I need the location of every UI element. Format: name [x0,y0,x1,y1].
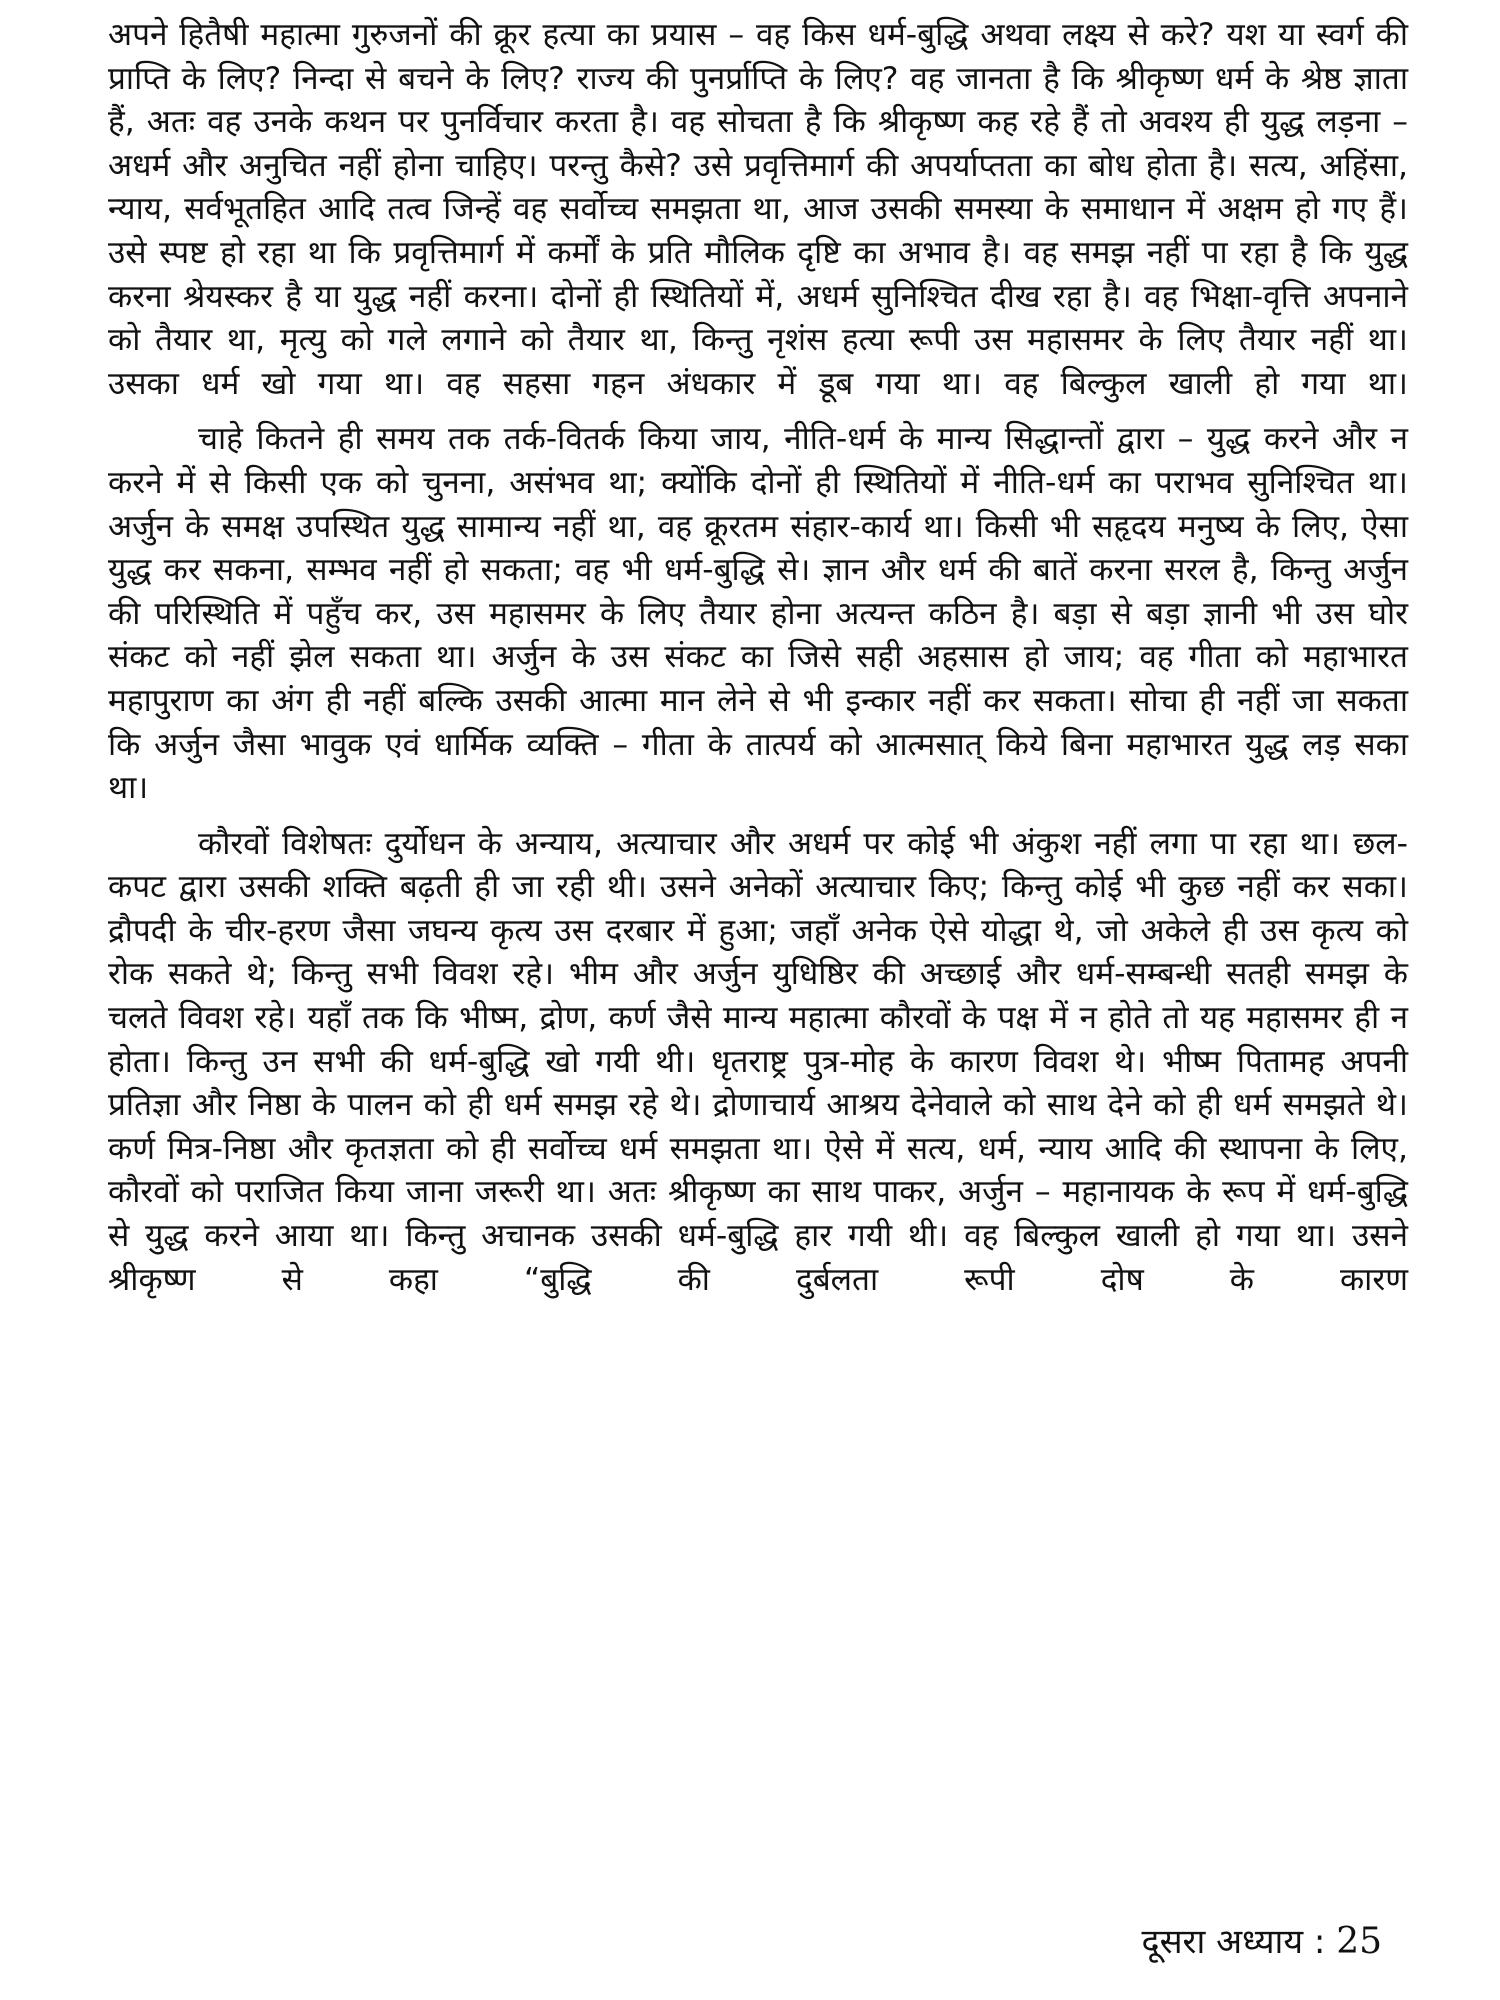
paragraph-3: कौरवों विशेषतः दुर्योधन के अन्याय, अत्याचार और अधर्म पर कोई भी अंकुश नहीं लगा पा रहा था। छल-कपट द्वारा उसकी शक्ति बढ़ती ही जा रही थी। उसने अनेकों अत्याचार किए; किन्तु कोई भी कुछ नहीं कर सका। द्रौपदी के चीर-हरण जैसा जघन्य कृत्य उस दरबार में हुआ; जहाँ अनेक ऐसे योद्धा थे, जो अकेले ही उस कृत्य को रोक सकते थे; किन्तु सभी विवश रहे। भीम और अर्जुन युधिष्ठिर की अच्छाई और धर्म-सम्बन्धी सतही समझ के चलते विवश रहे। यहाँ तक कि भीष्म, द्रोण, कर्ण जैसे मान्य महात्मा कौरवों के पक्ष में न होते तो यह महासमर ही न होता। किन्तु उन सभी की धर्म-बुद्धि खो गयी थी। धृतराष्ट्र पुत्र-मोह के कारण विवश थे। भीष्म पितामह अपनी प्रतिज्ञा और निष्ठा के पालन को ही धर्म समझ रहे थे। द्रोणाचार्य आश्रय देनेवाले को साथ देने को ही धर्म समझते थे। कर्ण मित्र-निष्ठा और कृतज्ञता को ही सर्वोच्च धर्म समझता था। ऐसे में सत्य, धर्म, न्याय आदि की स्थापना के लिए, कौरवों को पराजित किया जाना जरूरी था। अतः श्रीकृष्ण का साथ पाकर, अर्जुन – महानायक के रूप में धर्म-बुद्धि से युद्ध करने आया था। किन्तु अचानक उसकी धर्म-बुद्धि हार गयी थी। वह बिल्कुल खाली हो गया था। उसने श्रीकृष्ण से कहा “बुद्धि की दुर्बलता रूपी दोष के कारण [108,825,1408,1298]
book-page [108,14,1408,1974]
page-footer [1142,1920,1382,1964]
paragraph-1: अपने हितैषी महात्मा गुरुजनों की क्रूर हत्या का प्रयास – वह किस धर्म-बुद्धि अथवा लक्ष्य से करे? यश या स्वर्ग की प्राप्ति के लिए? निन्दा से बचने के लिए? राज्य की पुनर्प्राप्ति के लिए? वह जानता है कि श्रीकृष्ण धर्म के श्रेष्ठ ज्ञाता हैं, अतः वह उनके कथन पर पुनर्विचार करता है। वह सोचता है कि श्रीकृष्ण कह रहे हैं तो अवश्य ही युद्ध लड़ना – अधर्म और अनुचित नहीं होना चाहिए। परन्तु कैसे? उसे प्रवृत्तिमार्ग की अपर्याप्तता का बोध होता है। सत्य, अहिंसा, न्याय, सर्वभूतहित आदि तत्व जिन्हें वह सर्वोच्च समझता था, आज उसकी समस्या के समाधान में अक्षम हो गए हैं। उसे स्पष्ट हो रहा था कि प्रवृत्तिमार्ग में कर्मों के प्रति मौलिक दृष्टि का अभाव है। वह समझ नहीं पा रहा है कि युद्ध करना श्रेयस्कर है या युद्ध नहीं करना। दोनों ही स्थितियों में, अधर्म सुनिश्चित दीख रहा है। वह भिक्षा-वृत्ति अपनाने को तैयार था, मृत्यु को गले लगाने को तैयार था, किन्तु नृशंस हत्या रूपी उस महासमर के लिए तैयार नहीं था। उसका धर्म खो गया था। वह सहसा गहन अंधकार में डूब गया था। वह बिल्कुल खाली हो गया था। [108,17,1408,402]
paragraph-2: चाहे कितने ही समय तक तर्क-वितर्क किया जाय, नीति-धर्म के मान्य सिद्धान्तों द्वारा – युद्ध करने और न करने में से किसी एक को चुनना, असंभव था; क्योंकि दोनों ही स्थितियों में नीति-धर्म का पराभव सुनिश्चित था। अर्जुन के समक्ष उपस्थित युद्ध सामान्य नहीं था, वह क्रूरतम संहार-कार्य था। किसी भी सहृदय मनुष्य के लिए, ऐसा युद्ध कर सकना, सम्भव नहीं हो सकता; वह भी धर्म-बुद्धि से। ज्ञान और धर्म की बातें करना सरल है, किन्तु अर्जुन की परिस्थिति में पहुँच कर, उस महासमर के लिए तैयार होना अत्यन्त कठिन है। बड़ा से बड़ा ज्ञानी भी उस घोर संकट को नहीं झेल सकता था। अर्जुन के उस संकट का जिसे सही अहसास हो जाय; वह गीता को महाभारत महापुराण का अंग ही नहीं बल्कि उसकी आत्मा मान लेने से भी इन्कार नहीं कर सकता। सोचा ही नहीं जा सकता कि अर्जुन जैसा भावुक एवं धार्मिक व्यक्ति – गीता के तात्पर्य को आत्मसात् किये बिना महाभारत युद्ध लड़ सका था। [108,421,1408,807]
chapter-label: दूसरा अध्याय [1141,1922,1304,1962]
footer-separator: : [1313,1922,1326,1962]
page-number: 25 [1336,1921,1382,1962]
paragraph-gap [108,811,1408,823]
paragraph-gap [108,406,1408,418]
